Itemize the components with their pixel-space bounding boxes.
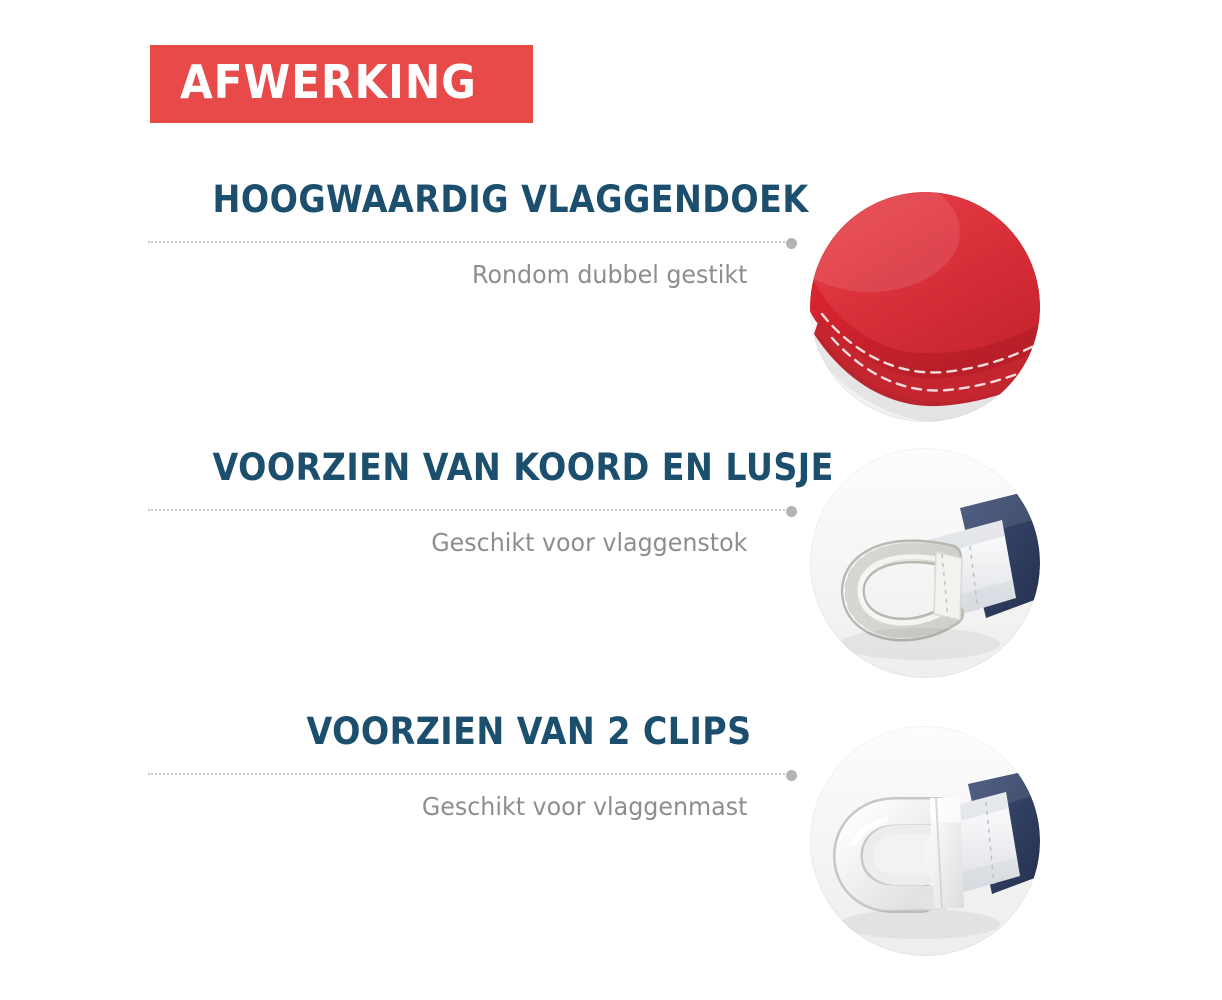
- feature-subtitle: Geschikt voor vlaggenstok: [431, 527, 748, 557]
- feature-text-column: [148, 178, 809, 289]
- feature-divider: [148, 241, 793, 243]
- feature-row: [0, 180, 1222, 430]
- feature-row: [0, 712, 1222, 962]
- feature-title: VOORZIEN VAN 2 CLIPS: [306, 710, 752, 753]
- feature-title: VOORZIEN VAN KOORD EN LUSJE: [212, 446, 834, 489]
- feature-divider: [148, 509, 793, 511]
- divider-dot-icon: [786, 770, 797, 781]
- feature-subtitle: Rondom dubbel gestikt: [472, 259, 748, 289]
- feature-text-column: [148, 446, 834, 557]
- feature-photo-rope-loop: [810, 448, 1040, 678]
- section-badge-label: AFWERKING: [180, 55, 477, 109]
- feature-subtitle: Geschikt voor vlaggenmast: [421, 791, 748, 821]
- feature-divider: [148, 773, 793, 775]
- feature-row: [0, 448, 1222, 698]
- feature-text-column: [148, 712, 793, 821]
- divider-dot-icon: [786, 238, 797, 249]
- feature-photo-flag-clip: [810, 726, 1040, 956]
- section-badge: [150, 45, 533, 123]
- feature-title: HOOGWAARDIG VLAGGENDOEK: [212, 178, 809, 221]
- feature-photo-flag-corner: [810, 192, 1040, 422]
- divider-dot-icon: [786, 506, 797, 517]
